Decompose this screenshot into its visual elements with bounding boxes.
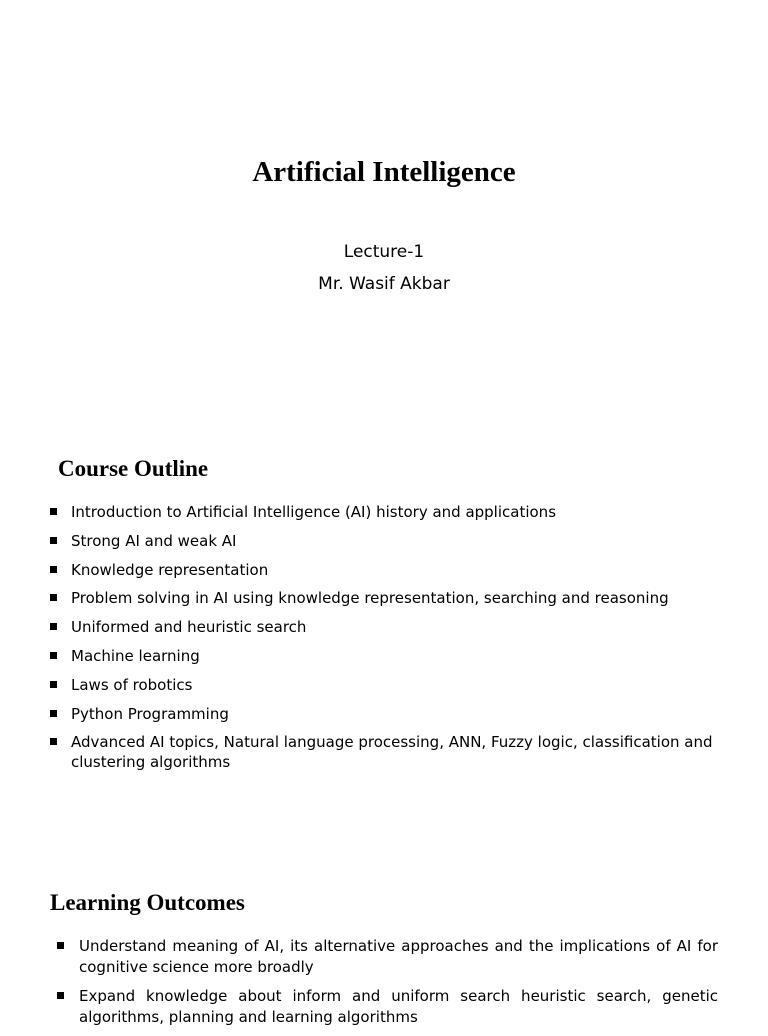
list-item-text: Advanced AI topics, Natural language processing, ANN, Fuzzy logic, classification and clustering algorithms bbox=[71, 733, 713, 772]
list-item bbox=[50, 588, 740, 608]
learning-outcomes-list bbox=[57, 936, 718, 1036]
list-item-text: Understand meaning of AI, its alternative approaches and the implications of AI for cognitive science more broadly bbox=[79, 937, 718, 976]
list-item-text: Uniformed and heuristic search bbox=[71, 618, 307, 637]
learning-outcomes-heading: Learning Outcomes bbox=[50, 890, 245, 915]
course-outline-heading: Course Outline bbox=[58, 456, 209, 481]
list-item-text: Expand knowledge about inform and uniform search heuristic search, genetic algorithms, planning and learning algorithms bbox=[79, 987, 718, 1026]
square-bullet-icon bbox=[57, 942, 64, 949]
page-title: Artificial Intelligence bbox=[252, 156, 516, 188]
list-item bbox=[50, 617, 740, 637]
square-bullet-icon bbox=[50, 710, 57, 717]
list-item bbox=[57, 986, 718, 1028]
square-bullet-icon bbox=[50, 537, 57, 544]
list-item bbox=[50, 502, 740, 522]
list-item bbox=[50, 675, 740, 695]
square-bullet-icon bbox=[50, 681, 57, 688]
list-item-text: Problem solving in AI using knowledge representation, searching and reasoning bbox=[71, 589, 669, 608]
list-item-text: Strong AI and weak AI bbox=[71, 531, 237, 550]
course-outline-list bbox=[50, 502, 740, 781]
list-item bbox=[50, 531, 740, 551]
list-item bbox=[50, 732, 740, 772]
list-item bbox=[50, 704, 740, 724]
list-item-text: Python Programming bbox=[71, 704, 229, 723]
lecture-label: Lecture-1 bbox=[343, 242, 425, 262]
square-bullet-icon bbox=[50, 566, 57, 573]
list-item bbox=[57, 936, 718, 978]
square-bullet-icon bbox=[50, 738, 57, 745]
square-bullet-icon bbox=[50, 508, 57, 515]
list-item-text: Laws of robotics bbox=[71, 675, 193, 694]
list-item-text: Knowledge representation bbox=[71, 560, 269, 579]
square-bullet-icon bbox=[50, 594, 57, 601]
list-item-text: Introduction to Artificial Intelligence (AI) history and applications bbox=[71, 503, 557, 521]
square-bullet-icon bbox=[50, 623, 57, 630]
square-bullet-icon bbox=[50, 652, 57, 659]
list-item bbox=[50, 646, 740, 666]
list-item bbox=[50, 560, 740, 580]
square-bullet-icon bbox=[57, 992, 64, 999]
author-name: Mr. Wasif Akbar bbox=[318, 274, 450, 294]
list-item-text: Machine learning bbox=[71, 646, 200, 665]
